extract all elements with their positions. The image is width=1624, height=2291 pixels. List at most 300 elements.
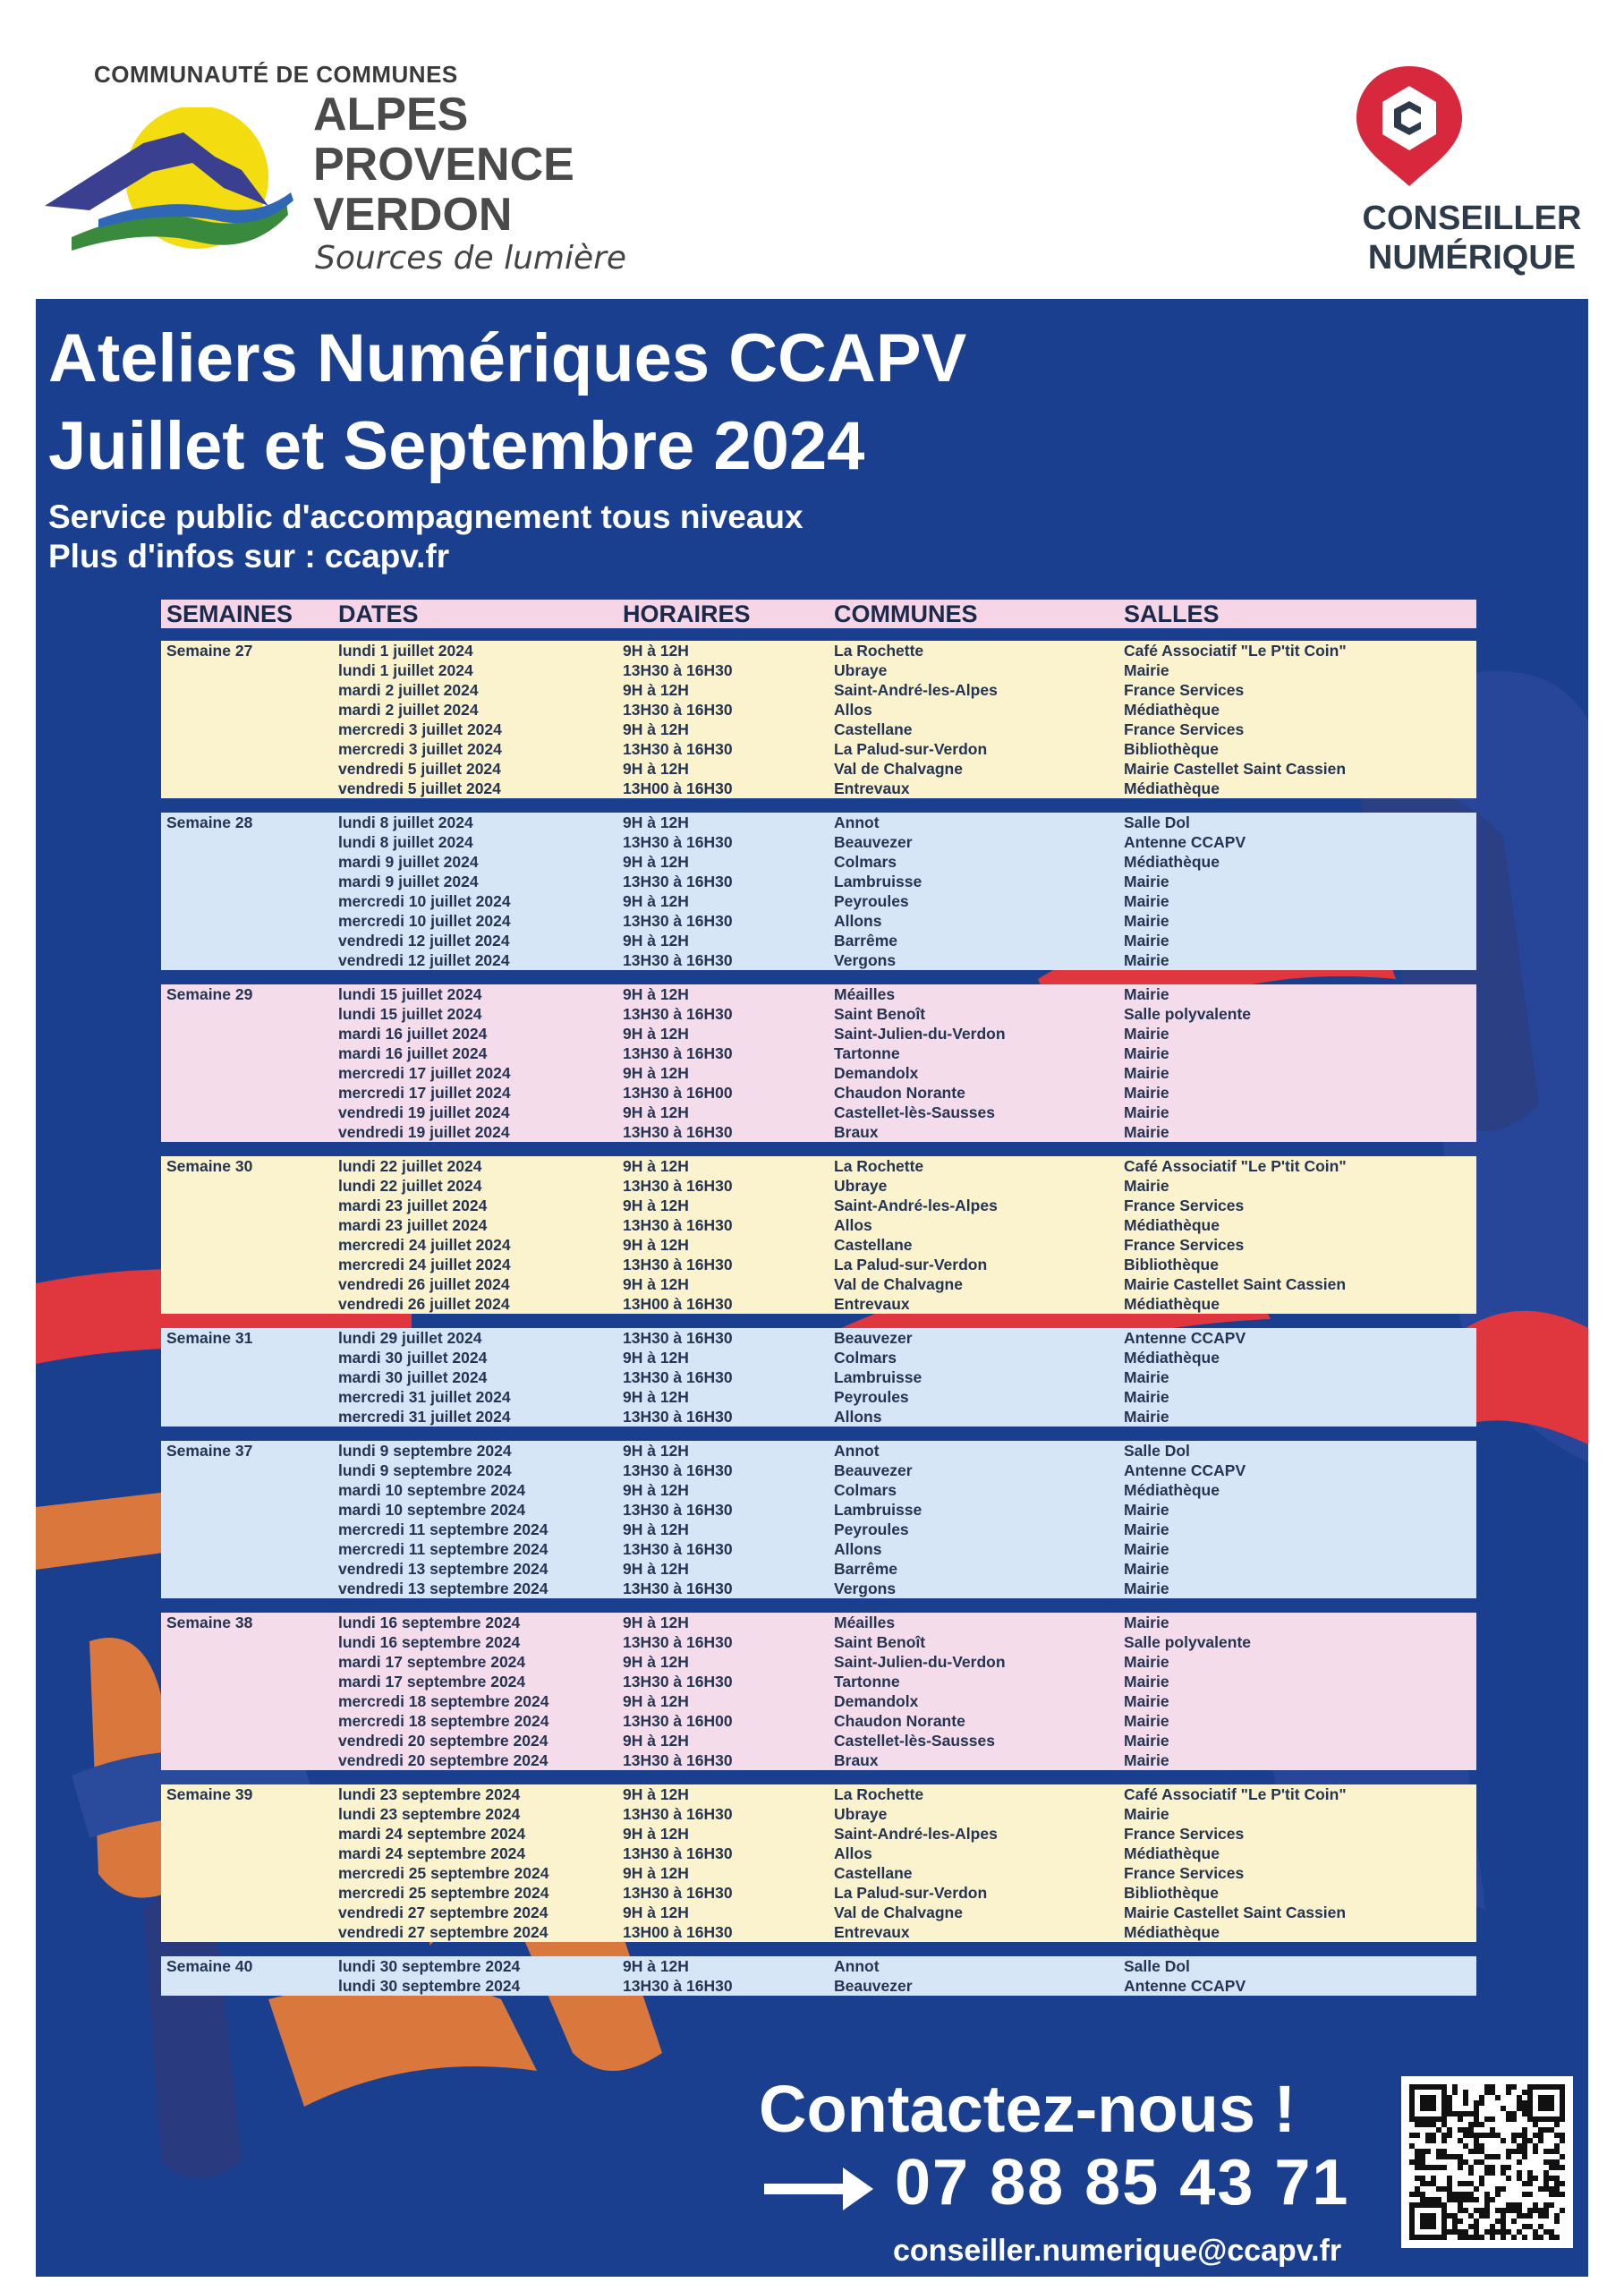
week-label: Semaine 40	[166, 1957, 253, 1975]
room-cell: Bibliothèque	[1124, 740, 1219, 758]
table-row	[161, 1824, 1476, 1844]
commune-cell: Castellet-lès-Sausses	[834, 1103, 995, 1121]
date-cell: lundi 16 septembre 2024	[338, 1633, 521, 1651]
date-cell: mercredi 3 juillet 2024	[338, 720, 502, 738]
week-group	[161, 1613, 1476, 1770]
hours-cell: 9H à 12H	[623, 1957, 689, 1975]
column-header-dates: DATES	[338, 600, 419, 627]
room-cell: Médiathèque	[1124, 1216, 1220, 1234]
room-cell: Mairie Castellet Saint Cassien	[1124, 1903, 1347, 1921]
week-group	[161, 1956, 1476, 1996]
hours-cell: 13H30 à 16H30	[623, 1884, 733, 1902]
room-cell: Antenne CCAPV	[1124, 1977, 1246, 1995]
week-label: Semaine 38	[166, 1614, 253, 1631]
title-line-1: Ateliers Numériques CCAPV	[48, 320, 967, 396]
hours-cell: 9H à 12H	[623, 1197, 689, 1214]
contact-title: Contactez-nous !	[759, 2072, 1297, 2146]
room-cell: Bibliothèque	[1124, 1884, 1219, 1902]
week-label: Semaine 30	[166, 1157, 253, 1175]
week-group	[161, 1328, 1476, 1427]
room-cell: Bibliothèque	[1124, 1256, 1219, 1273]
commune-cell: Ubraye	[834, 661, 888, 679]
commune-cell: La Palud-sur-Verdon	[834, 1884, 988, 1902]
table-row	[161, 1750, 1476, 1770]
date-cell: mercredi 11 septembre 2024	[338, 1540, 548, 1558]
table-row	[161, 1043, 1476, 1063]
room-cell: Mairie	[1124, 1044, 1169, 1062]
commune-cell: Peyroules	[834, 892, 909, 910]
room-cell: Mairie	[1124, 1805, 1169, 1823]
date-cell: lundi 15 juillet 2024	[338, 1005, 482, 1023]
table-row	[161, 1461, 1476, 1480]
hours-cell: 13H30 à 16H30	[623, 1461, 733, 1479]
table-row	[161, 1176, 1476, 1196]
date-cell: lundi 1 juillet 2024	[338, 661, 473, 679]
room-cell: Mairie	[1124, 1123, 1169, 1141]
date-cell: vendredi 27 septembre 2024	[338, 1923, 548, 1941]
room-cell: Café Associatif "Le P'tit Coin"	[1124, 642, 1347, 660]
week-group	[161, 1784, 1476, 1942]
date-cell: mardi 10 septembre 2024	[338, 1481, 526, 1499]
date-cell: mardi 10 septembre 2024	[338, 1501, 526, 1519]
table-row	[161, 911, 1476, 931]
commune-cell: Demandolx	[834, 1064, 919, 1082]
hours-cell: 13H30 à 16H30	[623, 1673, 733, 1691]
subtitle-line-2: Plus d'infos sur : ccapv.fr	[48, 538, 450, 575]
table-row	[161, 720, 1476, 739]
table-row	[161, 759, 1476, 779]
date-cell: mercredi 10 juillet 2024	[338, 892, 511, 910]
table-row	[161, 1784, 1476, 1804]
date-cell: vendredi 5 juillet 2024	[338, 760, 501, 778]
table-row	[161, 931, 1476, 950]
date-cell: vendredi 20 septembre 2024	[338, 1732, 548, 1750]
qr-code-icon	[1401, 2076, 1573, 2248]
table-row	[161, 1613, 1476, 1632]
hours-cell: 13H30 à 16H00	[623, 1712, 733, 1730]
commune-cell: Allons	[834, 1540, 882, 1558]
date-cell: mardi 24 septembre 2024	[338, 1825, 526, 1843]
date-cell: lundi 22 juillet 2024	[338, 1177, 482, 1195]
room-cell: France Services	[1124, 1825, 1245, 1843]
hours-cell: 13H30 à 16H30	[623, 1751, 733, 1769]
commune-cell: Colmars	[834, 1349, 897, 1367]
hours-cell: 13H00 à 16H30	[623, 779, 733, 797]
room-cell: France Services	[1124, 1236, 1245, 1254]
org-tagline: Sources de lumière	[315, 240, 627, 277]
table-row	[161, 1539, 1476, 1559]
table-row	[161, 1274, 1476, 1294]
date-cell: mardi 2 juillet 2024	[338, 701, 479, 719]
table-row	[161, 852, 1476, 872]
commune-cell: Saint-André-les-Alpes	[834, 1825, 998, 1843]
commune-cell: Beauvezer	[834, 1977, 913, 1995]
hours-cell: 9H à 12H	[623, 1157, 689, 1175]
hours-cell: 9H à 12H	[623, 1349, 689, 1367]
commune-cell: Beauvezer	[834, 833, 913, 851]
hours-cell: 9H à 12H	[623, 1903, 689, 1921]
date-cell: mercredi 31 juillet 2024	[338, 1388, 511, 1406]
room-cell: Salle polyvalente	[1124, 1005, 1252, 1023]
commune-cell: Saint Benoît	[834, 1633, 926, 1651]
table-row	[161, 1407, 1476, 1427]
date-cell: mardi 23 juillet 2024	[338, 1216, 488, 1234]
commune-cell: Chaudon Norante	[834, 1084, 965, 1102]
table-row	[161, 1328, 1476, 1348]
commune-cell: Saint-André-les-Alpes	[834, 1197, 998, 1214]
hours-cell: 13H30 à 16H30	[623, 661, 733, 679]
commune-cell: Méailles	[834, 1614, 896, 1631]
room-cell: Mairie	[1124, 1673, 1169, 1691]
table-row	[161, 1731, 1476, 1750]
table-row	[161, 950, 1476, 970]
date-cell: mardi 30 juillet 2024	[338, 1349, 488, 1367]
badge-line-2: NUMÉRIQUE	[1367, 239, 1577, 277]
table-row	[161, 1480, 1476, 1500]
hours-cell: 13H30 à 16H30	[623, 1501, 733, 1519]
date-cell: mercredi 18 septembre 2024	[338, 1712, 549, 1730]
room-cell: Mairie	[1124, 1732, 1169, 1750]
week-label: Semaine 37	[166, 1442, 253, 1460]
commune-cell: Entrevaux	[834, 1295, 910, 1313]
room-cell: Mairie	[1124, 1084, 1169, 1102]
date-cell: lundi 30 septembre 2024	[338, 1977, 521, 1995]
commune-cell: Lambruisse	[834, 873, 923, 890]
room-cell: Mairie	[1124, 1103, 1169, 1121]
room-cell: Mairie	[1124, 912, 1169, 930]
commune-cell: Allons	[834, 1408, 882, 1426]
commune-cell: Entrevaux	[834, 1923, 910, 1941]
table-row	[161, 1004, 1476, 1024]
table-row	[161, 1235, 1476, 1255]
week-label: Semaine 39	[166, 1785, 253, 1803]
table-row	[161, 660, 1476, 680]
room-cell: Mairie	[1124, 1520, 1169, 1538]
room-cell: Mairie	[1124, 1408, 1169, 1426]
room-cell: Médiathèque	[1124, 1844, 1220, 1862]
commune-cell: Vergons	[834, 1580, 897, 1597]
hours-cell: 13H30 à 16H30	[623, 1256, 733, 1273]
room-cell: Salle Dol	[1124, 813, 1190, 831]
room-cell: France Services	[1124, 1864, 1245, 1882]
table-row	[161, 1441, 1476, 1461]
date-cell: mardi 9 juillet 2024	[338, 853, 479, 871]
table-row	[161, 641, 1476, 660]
hours-cell: 9H à 12H	[623, 1481, 689, 1499]
room-cell: Mairie	[1124, 1025, 1169, 1043]
room-cell: Salle polyvalente	[1124, 1633, 1252, 1651]
title-line-2: Juillet et Septembre 2024	[48, 408, 865, 484]
hours-cell: 9H à 12H	[623, 1825, 689, 1843]
date-cell: vendredi 26 juillet 2024	[338, 1295, 510, 1313]
room-cell: Antenne CCAPV	[1124, 1329, 1246, 1347]
table-row	[161, 1367, 1476, 1387]
poster-subtitle	[48, 498, 803, 576]
week-group	[161, 641, 1476, 798]
hours-cell: 13H00 à 16H30	[623, 1923, 733, 1941]
table-row	[161, 1520, 1476, 1539]
hours-cell: 13H30 à 16H00	[623, 1084, 733, 1102]
commune-cell: Allos	[834, 701, 872, 719]
date-cell: vendredi 19 juillet 2024	[338, 1123, 510, 1141]
hours-cell: 9H à 12H	[623, 720, 689, 738]
column-header-weeks: SEMAINES	[166, 600, 293, 627]
table-row	[161, 700, 1476, 720]
room-cell: Mairie	[1124, 873, 1169, 890]
room-cell: Mairie	[1124, 1368, 1169, 1386]
hours-cell: 9H à 12H	[623, 760, 689, 778]
room-cell: Mairie	[1124, 985, 1169, 1003]
hours-cell: 9H à 12H	[623, 1236, 689, 1254]
date-cell: mardi 9 juillet 2024	[338, 873, 479, 890]
table-row	[161, 1559, 1476, 1579]
schedule-weeks	[161, 641, 1476, 1996]
date-cell: mercredi 18 septembre 2024	[338, 1692, 549, 1710]
room-cell: Médiathèque	[1124, 1349, 1220, 1367]
hours-cell: 9H à 12H	[623, 1388, 689, 1406]
table-row	[161, 739, 1476, 759]
room-cell: Mairie	[1124, 1580, 1169, 1597]
commune-cell: Ubraye	[834, 1805, 888, 1823]
room-cell: Café Associatif "Le P'tit Coin"	[1124, 1785, 1347, 1803]
date-cell: vendredi 5 juillet 2024	[338, 779, 501, 797]
table-row	[161, 1156, 1476, 1176]
week-label: Semaine 28	[166, 813, 253, 831]
hours-cell: 13H30 à 16H30	[623, 740, 733, 758]
date-cell: lundi 8 juillet 2024	[338, 813, 473, 831]
room-cell: Mairie	[1124, 1177, 1169, 1195]
table-row	[161, 1903, 1476, 1922]
hours-cell: 13H30 à 16H30	[623, 1633, 733, 1651]
week-label: Semaine 27	[166, 642, 253, 660]
date-cell: mercredi 25 septembre 2024	[338, 1884, 549, 1902]
commune-cell: La Rochette	[834, 642, 924, 660]
commune-cell: Colmars	[834, 853, 897, 871]
hours-cell: 13H30 à 16H30	[623, 1329, 733, 1347]
commune-cell: Allos	[834, 1844, 872, 1862]
hours-cell: 13H30 à 16H30	[623, 1005, 733, 1023]
room-cell: Mairie	[1124, 1653, 1169, 1671]
commune-cell: Allons	[834, 912, 882, 930]
table-row	[161, 1922, 1476, 1942]
commune-cell: Vergons	[834, 951, 897, 969]
hours-cell: 13H30 à 16H30	[623, 1368, 733, 1386]
hours-cell: 9H à 12H	[623, 1560, 689, 1578]
date-cell: mercredi 24 juillet 2024	[338, 1256, 511, 1273]
date-cell: mercredi 24 juillet 2024	[338, 1236, 511, 1254]
contact-email: conseiller.numerique@ccapv.fr	[893, 2234, 1342, 2268]
room-cell: Mairie	[1124, 661, 1169, 679]
table-row	[161, 1083, 1476, 1103]
commune-cell: Braux	[834, 1751, 879, 1769]
date-cell: mercredi 3 juillet 2024	[338, 740, 502, 758]
room-cell: Mairie	[1124, 1712, 1169, 1730]
hours-cell: 13H30 à 16H30	[623, 912, 733, 930]
room-cell: Médiathèque	[1124, 779, 1220, 797]
hours-cell: 9H à 12H	[623, 1692, 689, 1710]
date-cell: mardi 30 juillet 2024	[338, 1368, 488, 1386]
table-row	[161, 1024, 1476, 1043]
date-cell: mardi 16 juillet 2024	[338, 1025, 488, 1043]
date-cell: lundi 15 juillet 2024	[338, 985, 482, 1003]
commune-cell: Castellane	[834, 720, 913, 738]
hours-cell: 9H à 12H	[623, 813, 689, 831]
room-cell: Médiathèque	[1124, 853, 1220, 871]
room-cell: Mairie	[1124, 1540, 1169, 1558]
room-cell: Mairie	[1124, 892, 1169, 910]
hours-cell: 13H30 à 16H30	[623, 873, 733, 890]
commune-cell: La Rochette	[834, 1785, 924, 1803]
commune-cell: Castellane	[834, 1864, 913, 1882]
commune-cell: Val de Chalvagne	[834, 760, 963, 778]
hours-cell: 9H à 12H	[623, 1785, 689, 1803]
room-cell: Médiathèque	[1124, 1923, 1220, 1941]
hours-cell: 13H30 à 16H30	[623, 1408, 733, 1426]
page-header	[0, 0, 1624, 295]
commune-cell: Peyroules	[834, 1388, 909, 1406]
room-cell: Mairie	[1124, 932, 1169, 950]
commune-cell: Beauvezer	[834, 1461, 913, 1479]
table-row	[161, 1883, 1476, 1903]
date-cell: mercredi 11 septembre 2024	[338, 1520, 548, 1538]
date-cell: lundi 16 septembre 2024	[338, 1614, 521, 1631]
room-cell: Médiathèque	[1124, 1295, 1220, 1313]
hours-cell: 13H30 à 16H30	[623, 1540, 733, 1558]
table-row	[161, 1196, 1476, 1215]
commune-cell: Lambruisse	[834, 1368, 923, 1386]
commune-cell: Demandolx	[834, 1692, 919, 1710]
date-cell: vendredi 13 septembre 2024	[338, 1560, 548, 1578]
commune-cell: La Palud-sur-Verdon	[834, 1256, 988, 1273]
hours-cell: 9H à 12H	[623, 1653, 689, 1671]
poster	[36, 299, 1588, 2277]
hours-cell: 9H à 12H	[623, 985, 689, 1003]
table-row	[161, 813, 1476, 832]
date-cell: lundi 9 septembre 2024	[338, 1442, 512, 1460]
commune-cell: Saint-André-les-Alpes	[834, 681, 998, 699]
commune-cell: Tartonne	[834, 1673, 900, 1691]
hours-cell: 13H30 à 16H30	[623, 1805, 733, 1823]
alpes-provence-verdon-logo-icon	[36, 107, 304, 286]
table-row	[161, 1672, 1476, 1691]
table-row	[161, 1804, 1476, 1824]
commune-cell: Beauvezer	[834, 1329, 913, 1347]
room-cell: Mairie	[1124, 1501, 1169, 1519]
table-header-row	[161, 600, 1476, 628]
commune-cell: Chaudon Norante	[834, 1712, 965, 1730]
date-cell: vendredi 27 septembre 2024	[338, 1903, 548, 1921]
room-cell: Mairie	[1124, 1560, 1169, 1578]
date-cell: mercredi 17 juillet 2024	[338, 1084, 511, 1102]
hours-cell: 13H30 à 16H30	[623, 701, 733, 719]
table-row	[161, 1632, 1476, 1652]
commune-cell: Val de Chalvagne	[834, 1903, 963, 1921]
hours-cell: 9H à 12H	[623, 1025, 689, 1043]
room-cell: Mairie Castellet Saint Cassien	[1124, 760, 1347, 778]
hours-cell: 9H à 12H	[623, 1064, 689, 1082]
table-row	[161, 1711, 1476, 1731]
table-row	[161, 891, 1476, 911]
commune-cell: Saint Benoît	[834, 1005, 926, 1023]
table-row	[161, 680, 1476, 700]
commune-cell: La Palud-sur-Verdon	[834, 740, 988, 758]
org-name-line-2: PROVENCE	[313, 139, 574, 191]
room-cell: Médiathèque	[1124, 701, 1220, 719]
room-cell: Mairie Castellet Saint Cassien	[1124, 1275, 1347, 1293]
date-cell: lundi 22 juillet 2024	[338, 1157, 482, 1175]
hours-cell: 9H à 12H	[623, 1732, 689, 1750]
hours-cell: 9H à 12H	[623, 1103, 689, 1121]
room-cell: France Services	[1124, 720, 1245, 738]
week-group	[161, 1441, 1476, 1598]
hours-cell: 9H à 12H	[623, 642, 689, 660]
commune-cell: Saint-Julien-du-Verdon	[834, 1653, 1006, 1671]
commune-cell: Barrême	[834, 1560, 898, 1578]
table-row	[161, 1844, 1476, 1863]
room-cell: Mairie	[1124, 1692, 1169, 1710]
date-cell: mercredi 31 juillet 2024	[338, 1408, 511, 1426]
commune-cell: Annot	[834, 813, 880, 831]
table-row	[161, 1956, 1476, 1976]
hours-cell: 13H30 à 16H30	[623, 1123, 733, 1141]
date-cell: vendredi 20 septembre 2024	[338, 1751, 548, 1769]
table-row	[161, 1215, 1476, 1235]
date-cell: vendredi 12 juillet 2024	[338, 932, 510, 950]
date-cell: vendredi 19 juillet 2024	[338, 1103, 510, 1121]
poster-title	[48, 315, 966, 490]
table-row	[161, 779, 1476, 798]
commune-cell: Castellet-lès-Sausses	[834, 1732, 995, 1750]
commune-cell: Tartonne	[834, 1044, 900, 1062]
org-name-line-3: VERDON	[313, 189, 513, 241]
room-cell: Antenne CCAPV	[1124, 1461, 1246, 1479]
column-header-rooms: SALLES	[1124, 600, 1220, 627]
room-cell: Médiathèque	[1124, 1481, 1220, 1499]
date-cell: lundi 30 septembre 2024	[338, 1957, 521, 1975]
conseiller-numerique-label	[1342, 199, 1602, 277]
date-cell: mercredi 17 juillet 2024	[338, 1064, 511, 1082]
hours-cell: 13H30 à 16H30	[623, 833, 733, 851]
hours-cell: 13H30 à 16H30	[623, 1580, 733, 1597]
table-row	[161, 1863, 1476, 1883]
table-row	[161, 1348, 1476, 1367]
table-row	[161, 1579, 1476, 1598]
room-cell: Café Associatif "Le P'tit Coin"	[1124, 1157, 1347, 1175]
hours-cell: 9H à 12H	[623, 1275, 689, 1293]
badge-line-1: CONSEILLER	[1362, 200, 1582, 237]
date-cell: lundi 29 juillet 2024	[338, 1329, 482, 1347]
week-label: Semaine 31	[166, 1329, 253, 1347]
date-cell: lundi 23 septembre 2024	[338, 1785, 521, 1803]
hours-cell: 13H30 à 16H30	[623, 1177, 733, 1195]
room-cell: France Services	[1124, 681, 1245, 699]
table-row	[161, 1976, 1476, 1996]
week-group	[161, 984, 1476, 1142]
date-cell: lundi 23 septembre 2024	[338, 1805, 521, 1823]
week-group	[161, 1156, 1476, 1314]
table-row	[161, 984, 1476, 1004]
commune-cell: Val de Chalvagne	[834, 1275, 963, 1293]
room-cell: Antenne CCAPV	[1124, 833, 1246, 851]
table-row	[161, 1294, 1476, 1314]
date-cell: mardi 24 septembre 2024	[338, 1844, 526, 1862]
hours-cell: 9H à 12H	[623, 932, 689, 950]
commune-cell: Braux	[834, 1123, 879, 1141]
subtitle-line-1: Service public d'accompagnement tous niveaux	[48, 498, 803, 535]
commune-cell: Annot	[834, 1442, 880, 1460]
commune-cell: Méailles	[834, 985, 896, 1003]
hours-cell: 13H30 à 16H30	[623, 1216, 733, 1234]
